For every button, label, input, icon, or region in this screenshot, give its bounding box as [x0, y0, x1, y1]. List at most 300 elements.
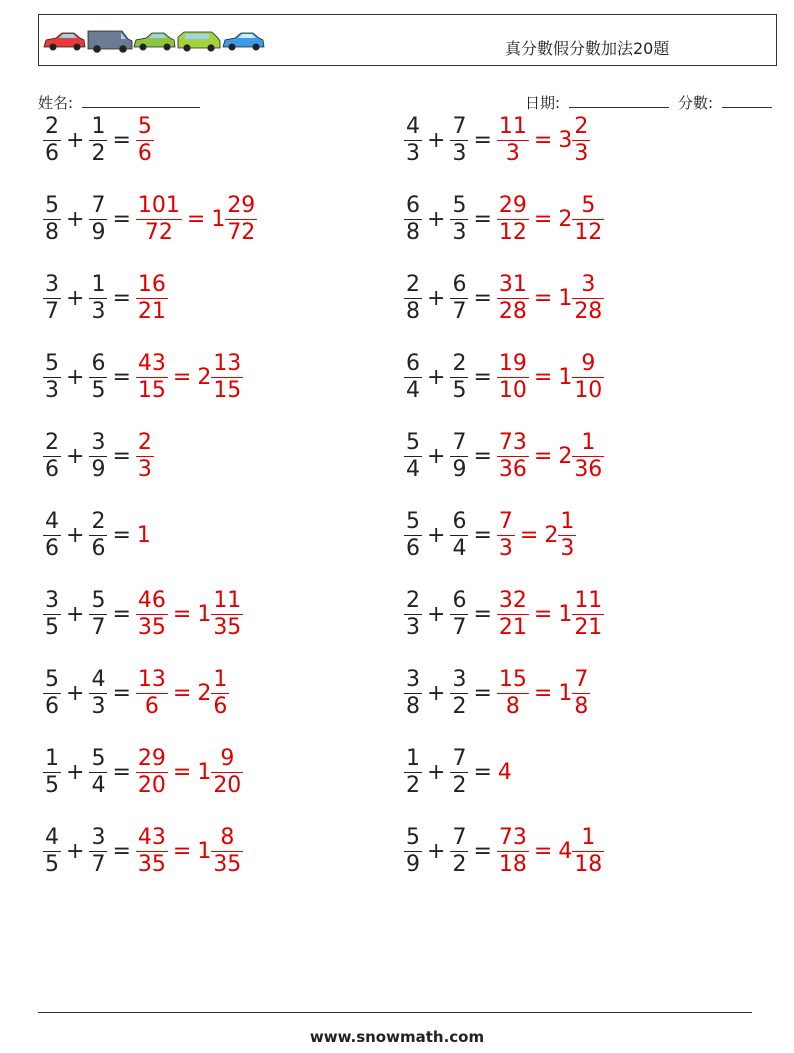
plus-sign: + [427, 127, 446, 153]
addend-2-fraction-numerator: 6 [452, 587, 467, 613]
addend-1-fraction-denominator: 2 [406, 772, 420, 798]
answer-improper-fraction [137, 824, 167, 877]
addend-2-fraction [451, 508, 467, 561]
answer-mixed-denominator: 35 [213, 851, 242, 877]
addend-2-fraction-denominator: 9 [91, 456, 106, 482]
answer-improper-fraction [498, 350, 528, 403]
equals-sign: = [473, 759, 492, 785]
addend-1-fraction [44, 745, 60, 798]
addend-1-fraction-numerator: 1 [45, 745, 59, 771]
addend-2-fraction-denominator: 2 [91, 140, 106, 166]
addend-1-fraction-numerator: 4 [45, 824, 59, 850]
answer-improper-fraction-denominator: 8 [497, 693, 529, 718]
answer-improper-fraction [137, 192, 181, 245]
mixed-equals-sign: = [519, 522, 539, 548]
addend-2-fraction-denominator: 2 [452, 693, 467, 719]
plus-sign: + [427, 364, 446, 390]
equals-sign: = [473, 601, 492, 627]
addend-1-fraction-denominator: 3 [45, 377, 59, 403]
plus-sign: + [427, 285, 446, 311]
mixed-equals-sign: = [186, 206, 206, 232]
addend-2-fraction [90, 666, 106, 719]
plus-sign: + [427, 680, 446, 706]
addend-2-fraction-denominator: 7 [91, 614, 106, 640]
addend-1-fraction [405, 666, 421, 719]
equals-sign: = [473, 680, 492, 706]
equals-sign: = [112, 522, 131, 548]
addend-1-fraction-numerator: 5 [45, 666, 59, 692]
answer-mixed-whole: 4 [558, 838, 573, 864]
addend-1-fraction [405, 271, 421, 324]
answer-improper-fraction-denominator: 21 [137, 298, 166, 324]
answer-improper-fraction-numerator: 5 [137, 113, 152, 139]
answer-mixed-whole: 2 [197, 680, 212, 706]
problem-16 [405, 660, 589, 726]
addend-1-fraction-numerator: 2 [406, 271, 420, 297]
answer-improper-fraction-denominator: 35 [137, 614, 166, 640]
addend-2-fraction-denominator: 7 [452, 614, 467, 640]
problem-5 [44, 265, 167, 331]
problem-7 [44, 344, 242, 410]
plus-sign: + [427, 759, 446, 785]
answer-mixed-denominator: 3 [560, 535, 575, 561]
addend-2-fraction [90, 824, 106, 877]
answer-improper-fraction-numerator: 15 [498, 666, 527, 692]
plus-sign: + [66, 838, 85, 864]
problem-12 [405, 502, 575, 568]
equals-sign: = [473, 443, 492, 469]
answer-mixed-numerator: 1 [213, 666, 228, 692]
mixed-equals-sign: = [533, 601, 553, 627]
addend-2-fraction-numerator: 7 [452, 745, 467, 771]
answer-mixed-denominator: 35 [213, 614, 242, 640]
mixed-equals-sign: = [172, 680, 192, 706]
answer-mixed-whole: 1 [197, 601, 212, 627]
addend-2-fraction-numerator: 4 [91, 666, 106, 692]
answer-mixed-denominator: 20 [213, 772, 242, 798]
answer-mixed-denominator: 15 [213, 377, 242, 403]
answer-improper-fraction-denominator: 35 [137, 851, 166, 877]
addend-2-fraction-denominator: 9 [91, 219, 106, 245]
addend-1-fraction-numerator: 2 [45, 429, 59, 455]
addend-2-fraction-denominator: 7 [452, 298, 467, 324]
addend-2-fraction [90, 429, 106, 482]
answer-improper-fraction-denominator: 3 [497, 140, 529, 165]
addend-2-fraction-numerator: 7 [452, 429, 467, 455]
answer-improper-fraction [137, 113, 153, 166]
addend-1-fraction [44, 350, 60, 403]
addend-1-fraction-numerator: 2 [45, 113, 59, 139]
answer-mixed-whole: 2 [197, 364, 212, 390]
addend-2-fraction-denominator: 6 [91, 535, 106, 561]
addend-2-fraction-numerator: 7 [91, 192, 106, 218]
addend-2-fraction [90, 587, 106, 640]
addend-1-fraction-denominator: 3 [406, 614, 420, 640]
addend-2-fraction [451, 666, 467, 719]
equals-sign: = [473, 364, 492, 390]
addend-2-fraction [451, 350, 467, 403]
problem-4 [405, 186, 603, 252]
answer-improper-fraction-numerator: 29 [137, 745, 166, 771]
answer-mixed-numerator: 13 [213, 350, 242, 376]
equals-sign: = [112, 364, 131, 390]
answer-mixed-fraction [573, 587, 603, 640]
equals-sign: = [112, 680, 131, 706]
answer-mixed-whole: 1 [558, 285, 573, 311]
problem-18 [405, 739, 512, 805]
answer-mixed-denominator: 72 [227, 219, 256, 245]
addend-2-fraction-numerator: 6 [452, 508, 467, 534]
addend-1-fraction-denominator: 6 [45, 535, 59, 561]
problem-1 [44, 107, 153, 173]
answer-improper-fraction [498, 192, 528, 245]
answer-improper-fraction-numerator: 19 [498, 350, 527, 376]
problem-2 [405, 107, 589, 173]
addend-2-fraction-numerator: 1 [91, 113, 106, 139]
answer-mixed-denominator: 6 [213, 693, 228, 719]
plus-sign: + [66, 285, 85, 311]
answer-improper-fraction-denominator: 3 [137, 456, 152, 482]
addend-1-fraction [405, 508, 421, 561]
answer-mixed-fraction [559, 508, 575, 561]
answer-mixed-whole: 3 [558, 127, 573, 153]
addend-2-fraction [451, 271, 467, 324]
addend-1-fraction-denominator: 6 [406, 535, 420, 561]
addend-1-fraction-denominator: 3 [406, 140, 420, 166]
addend-2-fraction-numerator: 1 [91, 271, 106, 297]
addend-2-fraction-numerator: 2 [452, 350, 467, 376]
answer-improper-fraction-denominator: 10 [498, 377, 527, 403]
answer-mixed-denominator: 36 [574, 456, 603, 482]
addend-2-fraction [90, 508, 106, 561]
answer-improper-fraction-numerator: 101 [137, 192, 180, 218]
answer-mixed-fraction [212, 824, 242, 877]
plus-sign: + [66, 759, 85, 785]
addend-2-fraction-numerator: 6 [452, 271, 467, 297]
answer-mixed-whole: 2 [558, 206, 573, 232]
answer-improper-fraction-denominator: 6 [136, 693, 168, 718]
answer-improper-fraction [498, 271, 528, 324]
answer-mixed-denominator: 10 [574, 377, 603, 403]
addend-1-fraction-numerator: 2 [406, 587, 420, 613]
answer-improper-fraction-numerator: 73 [498, 824, 527, 850]
problem-20 [405, 818, 603, 884]
answer-mixed-numerator: 8 [220, 824, 235, 850]
addend-2-fraction-denominator: 3 [91, 298, 106, 324]
addend-2-fraction [451, 113, 467, 166]
addend-1-fraction [405, 745, 421, 798]
addend-2-fraction-denominator: 5 [91, 377, 106, 403]
answer-improper-fraction [498, 429, 528, 482]
answer-mixed-fraction [573, 824, 603, 877]
problem-15 [44, 660, 228, 726]
mixed-equals-sign: = [533, 285, 553, 311]
mixed-equals-sign: = [533, 206, 553, 232]
addend-1-fraction [405, 429, 421, 482]
addend-1-fraction-numerator: 3 [45, 271, 59, 297]
equals-sign: = [112, 285, 131, 311]
addend-2-fraction-numerator: 3 [452, 666, 467, 692]
addend-1-fraction-denominator: 8 [45, 219, 59, 245]
answer-improper-fraction-numerator: 32 [498, 587, 527, 613]
addend-2-fraction-numerator: 6 [91, 350, 106, 376]
answer-mixed-denominator: 28 [574, 298, 603, 324]
answer-improper-fraction-numerator: 31 [498, 271, 527, 297]
addend-2-fraction [451, 587, 467, 640]
equals-sign: = [112, 759, 131, 785]
addend-2-fraction [451, 745, 467, 798]
answer-mixed-whole: 1 [558, 680, 573, 706]
answer-mixed-fraction [212, 350, 242, 403]
problem-10 [405, 423, 603, 489]
addend-1-fraction-numerator: 6 [406, 350, 420, 376]
answer-improper-fraction-numerator: 16 [137, 271, 166, 297]
answer-improper-fraction-denominator: 36 [498, 456, 527, 482]
addend-2-fraction [451, 192, 467, 245]
answer-mixed-numerator: 3 [581, 271, 596, 297]
addend-2-fraction-denominator: 3 [91, 693, 106, 719]
answer-mixed-numerator: 5 [581, 192, 596, 218]
problem-19 [44, 818, 242, 884]
answer-improper-fraction [137, 350, 167, 403]
answer-mixed-numerator: 9 [220, 745, 235, 771]
plus-sign: + [66, 127, 85, 153]
answer-improper-fraction-denominator: 15 [137, 377, 166, 403]
answer-mixed-denominator: 8 [574, 693, 589, 719]
mixed-equals-sign: = [533, 443, 553, 469]
answer-improper-fraction-denominator: 3 [498, 535, 513, 561]
addend-1-fraction-denominator: 8 [406, 693, 420, 719]
equals-sign: = [112, 443, 131, 469]
plus-sign: + [66, 443, 85, 469]
answer-mixed-numerator: 9 [581, 350, 596, 376]
equals-sign: = [473, 522, 492, 548]
answer-mixed-fraction [573, 113, 589, 166]
answer-improper-fraction-numerator: 73 [498, 429, 527, 455]
addend-1-fraction [44, 508, 60, 561]
addend-2-fraction-denominator: 4 [91, 772, 106, 798]
addend-2-fraction [90, 271, 106, 324]
addend-2-fraction-denominator: 5 [452, 377, 467, 403]
addend-1-fraction [44, 429, 60, 482]
answer-improper-fraction [498, 587, 528, 640]
addend-2-fraction-denominator: 7 [91, 851, 106, 877]
addend-1-fraction [44, 192, 60, 245]
plus-sign: + [427, 206, 446, 232]
addend-1-fraction-numerator: 1 [406, 745, 420, 771]
addend-1-fraction-numerator: 5 [45, 350, 59, 376]
answer-mixed-fraction [212, 745, 242, 798]
plus-sign: + [427, 601, 446, 627]
problem-14 [405, 581, 603, 647]
addend-2-fraction [90, 192, 106, 245]
addend-2-fraction [90, 350, 106, 403]
mixed-equals-sign: = [172, 364, 192, 390]
plus-sign: + [427, 838, 446, 864]
problem-11 [44, 502, 151, 568]
answer-mixed-denominator: 12 [574, 219, 603, 245]
problem-13 [44, 581, 242, 647]
equals-sign: = [112, 206, 131, 232]
addend-2-fraction-numerator: 7 [452, 113, 467, 139]
addend-1-fraction-denominator: 5 [45, 772, 59, 798]
addend-1-fraction-denominator: 8 [406, 219, 420, 245]
answer-improper-fraction-numerator: 29 [498, 192, 527, 218]
answer-improper-fraction-denominator: 12 [498, 219, 527, 245]
equals-sign: = [473, 206, 492, 232]
addend-2-fraction-numerator: 5 [91, 587, 106, 613]
mixed-equals-sign: = [172, 601, 192, 627]
addend-1-fraction [44, 113, 60, 166]
mixed-equals-sign: = [172, 759, 192, 785]
plus-sign: + [66, 364, 85, 390]
addend-2-fraction [451, 429, 467, 482]
addend-2-fraction-denominator: 3 [452, 140, 467, 166]
problem-3 [44, 186, 256, 252]
addend-1-fraction-denominator: 6 [45, 140, 59, 166]
answer-mixed-numerator: 1 [560, 508, 575, 534]
answer-mixed-numerator: 7 [574, 666, 589, 692]
addend-2-fraction-denominator: 3 [452, 219, 467, 245]
answer-improper-fraction-denominator: 6 [137, 140, 152, 166]
addend-1-fraction-denominator: 9 [406, 851, 420, 877]
addend-2-fraction-denominator: 2 [452, 851, 467, 877]
answer-mixed-numerator: 11 [574, 587, 603, 613]
addend-1-fraction-numerator: 3 [45, 587, 59, 613]
equals-sign: = [473, 285, 492, 311]
addend-2-fraction [451, 824, 467, 877]
answer-improper-fraction [137, 666, 167, 719]
addend-1-fraction-denominator: 7 [45, 298, 59, 324]
answer-mixed-fraction [573, 429, 603, 482]
problem-9 [44, 423, 153, 489]
answer-mixed-numerator: 11 [213, 587, 242, 613]
addend-1-fraction-numerator: 4 [406, 113, 420, 139]
mixed-equals-sign: = [172, 838, 192, 864]
equals-sign: = [112, 601, 131, 627]
addend-1-fraction [405, 824, 421, 877]
answer-mixed-fraction [573, 192, 603, 245]
answer-improper-fraction [498, 113, 528, 166]
mixed-equals-sign: = [533, 838, 553, 864]
equals-sign: = [112, 127, 131, 153]
answer-improper-fraction-denominator: 28 [498, 298, 527, 324]
addend-1-fraction-numerator: 3 [406, 666, 420, 692]
plus-sign: + [66, 522, 85, 548]
addend-1-fraction-numerator: 5 [406, 508, 420, 534]
answer-mixed-whole: 1 [197, 838, 212, 864]
date-label: 日期: [525, 94, 561, 112]
problem-17 [44, 739, 242, 805]
score-label: 分數: [678, 94, 714, 112]
addend-1-fraction [44, 271, 60, 324]
answer-improper-fraction [498, 824, 528, 877]
addend-1-fraction [405, 587, 421, 640]
answer-mixed-numerator: 29 [227, 192, 256, 218]
answer-improper-fraction-numerator: 13 [137, 666, 166, 692]
plus-sign: + [427, 443, 446, 469]
plus-sign: + [427, 522, 446, 548]
answer-improper-fraction-numerator: 11 [498, 113, 527, 139]
answer-improper-fraction-numerator: 46 [137, 587, 166, 613]
addend-1-fraction [44, 587, 60, 640]
answer-mixed-fraction [212, 666, 228, 719]
answer-mixed-denominator: 18 [574, 851, 603, 877]
addend-1-fraction-numerator: 5 [406, 429, 420, 455]
answer-mixed-whole: 2 [558, 443, 573, 469]
addend-2-fraction-numerator: 5 [452, 192, 467, 218]
answer-improper-fraction-numerator: 2 [137, 429, 152, 455]
answer-mixed-denominator: 3 [574, 140, 589, 166]
addend-1-fraction [405, 113, 421, 166]
answer-mixed-fraction [226, 192, 256, 245]
answer-mixed-denominator: 21 [574, 614, 603, 640]
addend-2-fraction-numerator: 3 [91, 429, 106, 455]
addend-2-fraction-denominator: 4 [452, 535, 467, 561]
addend-1-fraction [44, 666, 60, 719]
mixed-equals-sign: = [533, 127, 553, 153]
answer-improper-fraction-numerator: 43 [137, 824, 166, 850]
plus-sign: + [66, 680, 85, 706]
addend-2-fraction-denominator: 9 [452, 456, 467, 482]
answer-whole: 4 [497, 759, 512, 785]
answer-improper-fraction-denominator: 20 [137, 772, 166, 798]
answer-improper-fraction-denominator: 18 [498, 851, 527, 877]
addend-1-fraction-numerator: 5 [45, 192, 59, 218]
answer-improper-fraction-numerator: 7 [498, 508, 513, 534]
equals-sign: = [473, 127, 492, 153]
addend-1-fraction-numerator: 6 [406, 192, 420, 218]
addend-2-fraction-numerator: 3 [91, 824, 106, 850]
addend-1-fraction-denominator: 8 [406, 298, 420, 324]
answer-improper-fraction-denominator: 21 [498, 614, 527, 640]
answer-improper-fraction [137, 429, 153, 482]
footer-website: www.snowmath.com [309, 1028, 485, 1046]
answer-improper-fraction [498, 508, 514, 561]
answer-mixed-whole: 2 [544, 522, 559, 548]
plus-sign: + [66, 601, 85, 627]
addend-1-fraction-denominator: 5 [45, 851, 59, 877]
problem-6 [405, 265, 603, 331]
answer-mixed-numerator: 1 [581, 429, 596, 455]
answer-mixed-numerator: 2 [574, 113, 589, 139]
answer-mixed-fraction [573, 271, 603, 324]
answer-improper-fraction [137, 271, 167, 324]
addend-2-fraction [90, 113, 106, 166]
problem-8 [405, 344, 603, 410]
addend-1-fraction [405, 192, 421, 245]
answer-improper-fraction-numerator: 43 [137, 350, 166, 376]
answer-mixed-whole: 1 [558, 601, 573, 627]
equals-sign: = [112, 838, 131, 864]
addend-2-fraction-denominator: 2 [452, 772, 467, 798]
addend-2-fraction [90, 745, 106, 798]
equals-sign: = [473, 838, 492, 864]
footer-divider [38, 1012, 752, 1013]
addend-2-fraction-numerator: 5 [91, 745, 106, 771]
addend-1-fraction-denominator: 5 [45, 614, 59, 640]
addend-1-fraction-denominator: 4 [406, 456, 420, 482]
addend-1-fraction-denominator: 4 [406, 377, 420, 403]
answer-whole: 1 [136, 522, 151, 548]
addend-2-fraction-numerator: 7 [452, 824, 467, 850]
answer-mixed-fraction [212, 587, 242, 640]
answer-mixed-fraction [573, 666, 589, 719]
answer-mixed-fraction [573, 350, 603, 403]
answer-mixed-whole: 1 [211, 206, 226, 232]
answer-mixed-whole: 1 [558, 364, 573, 390]
worksheet-title: 真分數假分數加法20題 [505, 39, 670, 58]
